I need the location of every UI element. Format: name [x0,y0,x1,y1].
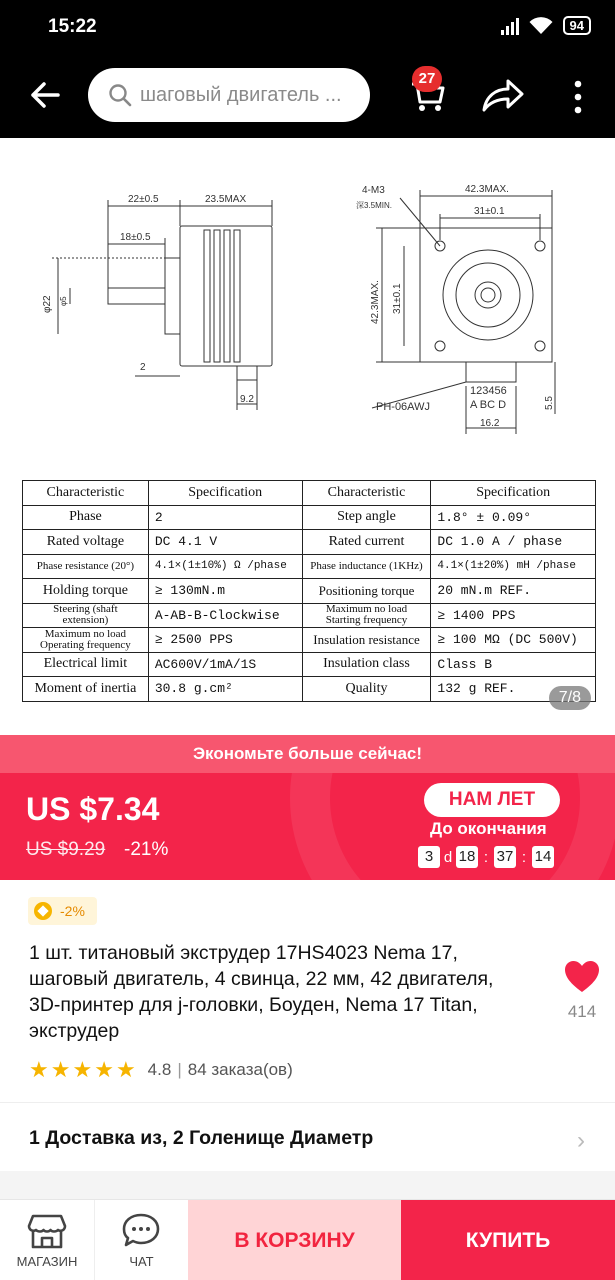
dim-label: 9.2 [240,394,254,405]
chat-tab[interactable] [94,1200,188,1280]
spec-cell: 4.1×(1±20%) mH /phase [431,554,596,579]
spec-cell: Maximum no load Starting frequency [302,603,431,628]
buy-now-button[interactable]: КУПИТЬ [401,1200,615,1280]
motor-hub-circle [475,282,501,308]
status-icons [501,16,591,35]
coin-discount-badge[interactable] [28,897,97,925]
motor-shaft [108,288,165,304]
store-icon [27,1212,67,1250]
spec-cell: DC 1.0 A / phase [431,530,596,555]
rating-divider: | [177,1060,182,1079]
spec-row [23,652,596,677]
spec-row [23,579,596,604]
bottom-action-bar [0,1199,615,1280]
dim-label: 2 [140,362,146,373]
spec-cell: ≥ 100 MΩ (DC 500V) [431,628,596,653]
top-app-bar [0,56,615,138]
timer-days: 3 [418,846,440,868]
promo-banner: Экономьте больше сейчас! [0,735,615,773]
spec-cell: 132 g REF. [431,677,596,702]
spec-cell: A-AB-B-Clockwise [148,603,302,628]
timer-separator: : [483,848,489,866]
timer-seconds: 14 [532,846,554,868]
spec-cell: Rated current [302,530,431,555]
search-bar[interactable] [88,68,370,122]
back-arrow-icon[interactable] [28,78,62,112]
dim-label: 42.3MAX. [370,280,381,324]
image-counter: 7/8 [549,686,591,710]
dim-label: 123456 [470,385,507,397]
motor-connector-side [237,366,257,380]
spec-row [23,505,596,530]
wifi-icon [529,17,553,35]
dim-label: 5.5 [544,396,555,410]
mount-hole [535,241,545,251]
dim-label: φ5 [59,296,68,306]
spec-cell: Steering (shaft extension) [23,603,149,628]
current-price: US $7.34 [26,791,160,827]
variant-selector-row[interactable] [0,1103,615,1171]
spec-cell: 4.1×(1±10%) Ω /phase [148,554,302,579]
orders-count: 84 заказа(ов) [187,1060,293,1079]
spec-cell: DC 4.1 V [148,530,302,555]
spec-cell: 20 mN.m REF. [431,579,596,604]
mount-hole [535,341,545,351]
dim-label: 31±0.1 [474,206,505,217]
spec-row [23,530,596,555]
favorites-count: 414 [567,1002,597,1021]
spec-cell: ≥ 130mN.m [148,579,302,604]
motor-boss-circle [456,263,520,327]
product-image-gallery[interactable] [0,138,615,735]
spec-row [23,554,596,579]
spec-cell: AC600V/1mA/1S [148,652,302,677]
rating-stars [29,1059,136,1081]
spec-header: Characteristic [302,481,431,506]
rating-row[interactable] [29,1059,293,1081]
spec-cell: Positioning torque [302,579,431,604]
spec-cell: Rated voltage [23,530,149,555]
motor-shaft-circle [481,288,495,302]
timer-minutes: 37 [494,846,516,868]
star-icon: ★ [29,1057,49,1082]
motor-body-side [180,226,272,366]
spec-row [23,628,596,653]
spec-row [23,677,596,702]
chat-tab-label: ЧАТ [129,1254,154,1269]
more-options-icon[interactable] [568,78,588,116]
spec-cell: Phase [23,505,149,530]
spec-cell: Step angle [302,505,431,530]
search-icon [108,83,132,107]
dim-label: 18±0.5 [120,232,151,243]
coin-icon [34,902,52,920]
motor-fin [224,230,230,362]
motor-flange [165,258,180,334]
dim-label: 42.3MAX. [465,184,509,195]
motor-connector-front [466,362,516,382]
motor-technical-drawing [0,138,615,438]
status-bar [0,0,615,56]
spec-cell: Class B [431,652,596,677]
spec-header: Specification [431,481,596,506]
star-icon: ★ [115,1057,136,1082]
star-icon: ★ [94,1057,114,1082]
spec-row [23,603,596,628]
old-price: US $9.29 [26,839,106,860]
spec-cell: Maximum no load Operating frequency [23,628,149,653]
spec-header-row [23,481,596,506]
dim-label: 16.2 [480,418,500,429]
sale-brand-logo: НАМ ЛЕТ [424,783,560,817]
dim-label: A BC D [470,399,507,411]
spec-cell: ≥ 1400 PPS [431,603,596,628]
signal-icon [501,17,519,35]
motor-fin [234,230,240,362]
timer-hours: 18 [456,846,478,868]
spec-cell: Electrical limit [23,652,149,677]
spec-cell: Holding torque [23,579,149,604]
dim-label: φ22 [42,295,53,313]
spec-header: Specification [148,481,302,506]
spec-cell: 30.8 g.cm² [148,677,302,702]
chevron-right-icon: › [577,1127,585,1154]
spec-cell: Insulation resistance [302,628,431,653]
heart-icon[interactable] [564,960,600,994]
section-gap [0,1171,615,1199]
store-tab[interactable] [0,1200,94,1280]
discount-percent: -21% [124,839,169,860]
motor-body-front [420,228,552,362]
add-to-cart-button[interactable]: В КОРЗИНУ [188,1200,401,1280]
status-time: 15:22 [48,16,97,37]
spec-cell: 2 [148,505,302,530]
countdown-timer [418,846,554,868]
store-tab-label: МАГАЗИН [16,1254,78,1269]
motor-fin [214,230,220,362]
chat-icon [121,1212,161,1250]
spec-cell: Quality [302,677,431,702]
price-promo-block [0,773,615,880]
mount-hole [435,341,445,351]
dim-label: 31±0.1 [392,283,403,314]
spec-cell: Moment of inertia [23,677,149,702]
rating-value: 4.8 [147,1060,172,1079]
spec-table [22,480,596,702]
cart-count-badge: 27 [412,66,442,92]
motor-fin [204,230,210,362]
dim-label: 深3.5MIN. [356,201,393,210]
variant-selector-label: 1 Доставка из, 2 Голенище Диаметр [29,1127,374,1149]
spec-cell: 1.8° ± 0.09° [431,505,596,530]
timer-days-unit: d [443,848,453,866]
search-input[interactable] [140,84,360,107]
star-icon: ★ [50,1057,71,1082]
timer-separator: : [521,848,527,866]
coin-discount-label: -2% [60,903,85,919]
spec-header: Characteristic [23,481,149,506]
countdown-label: До окончания [430,819,547,838]
dim-label: 23.5MAX [205,194,247,205]
product-title: 1 шт. титановый экструдер 17HS4023 Nema 17, шаговый двигатель, 4 свинца, 22 мм, 42 двигателя, 3D-принтер для j-головки, Боуден, Nema 17 Titan, экструдер [29,942,494,1042]
spec-cell: ≥ 2500 PPS [148,628,302,653]
battery-icon: 94 [563,16,591,35]
spec-cell: Phase resistance (20°) [23,554,149,579]
star-icon: ★ [72,1057,93,1082]
dim-label: 22±0.5 [128,194,159,205]
spec-cell: Insulation class [302,652,431,677]
dim-label: PH-06AWJ [376,401,430,413]
share-icon[interactable] [480,76,524,114]
spec-cell: Phase inductance (1KHz) [302,554,431,579]
dim-label: 4-M3 [362,185,385,196]
